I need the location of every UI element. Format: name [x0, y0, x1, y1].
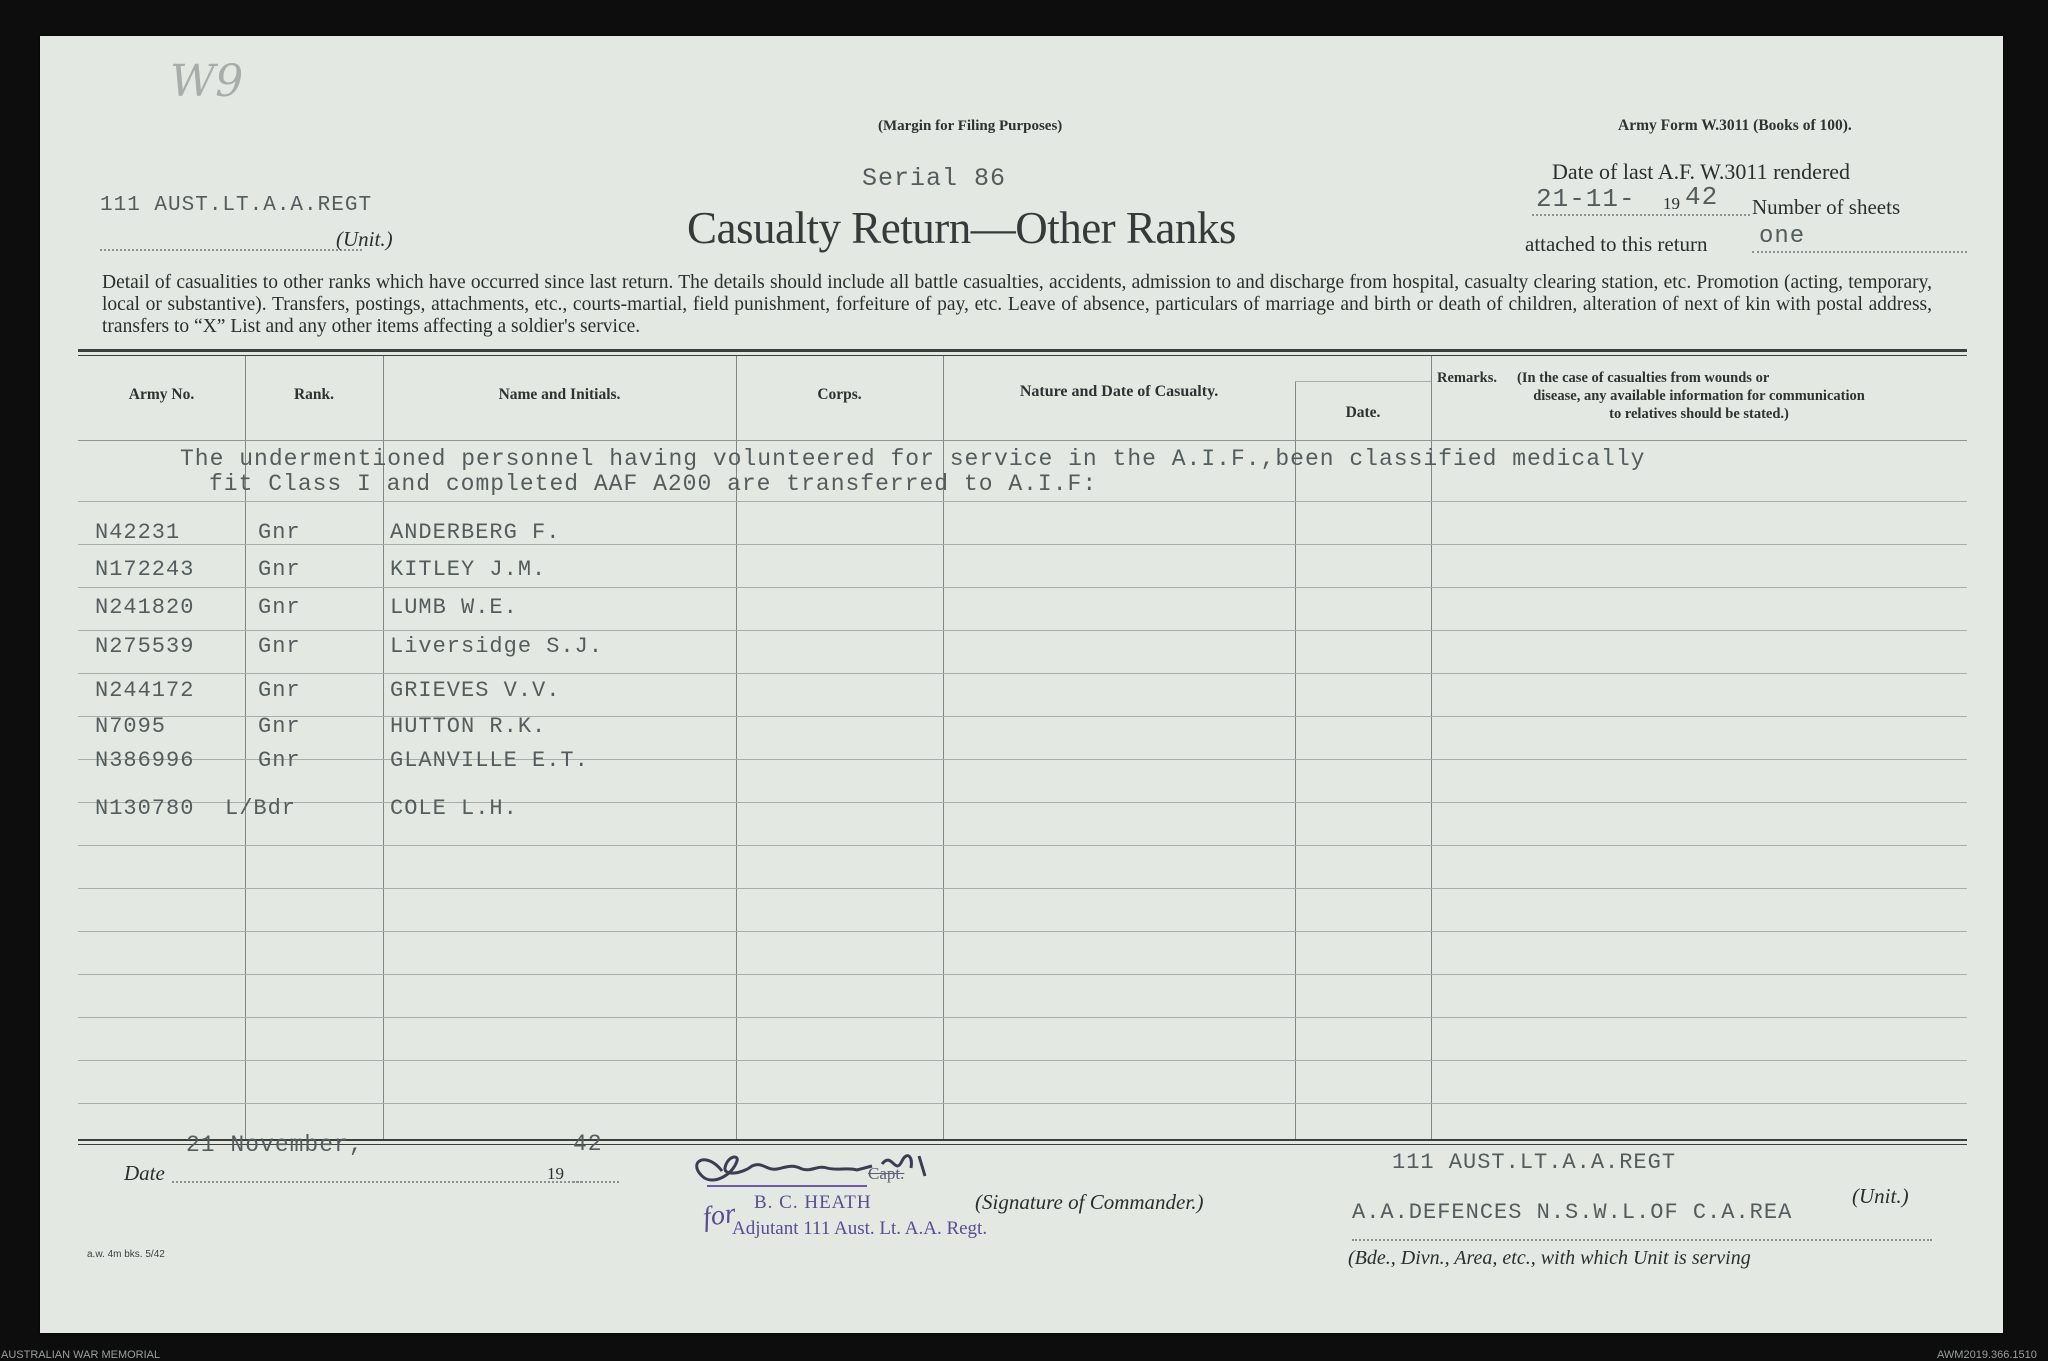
header-remarks-note-2: disease, any available information for communication — [1533, 388, 1865, 404]
name-cell: KITLEY J.M. — [390, 557, 547, 582]
army-no-cell: N130780 — [95, 796, 195, 821]
header-date: Date. — [1345, 404, 1381, 421]
footer-unit-label: (Unit.) — [1852, 1184, 1909, 1208]
army-no-cell: N275539 — [95, 634, 195, 659]
page-title: Casualty Return—Other Ranks — [687, 203, 1236, 253]
stamp-title: Adjutant 111 Aust. Lt. A.A. Regt. — [732, 1218, 988, 1239]
last-rendered-value: 21-11- — [1536, 184, 1636, 214]
notice-line-2: fit Class I and completed AAF A200 are transferred to A.I.F: — [209, 471, 1098, 497]
unit-dotline — [100, 249, 362, 251]
army-no-cell: N42231 — [95, 520, 181, 545]
signature-label: (Signature of Commander.) — [975, 1190, 1204, 1214]
name-cell: ANDERBERG F. — [390, 520, 561, 545]
footer-year-dotline — [568, 1181, 619, 1183]
header-corps: Corps. — [817, 386, 862, 403]
footer-year-prefix: 19 — [547, 1164, 564, 1183]
army-no-cell: N172243 — [95, 557, 195, 582]
notice-line-1: The undermentioned personnel having volunteered for service in the A.I.F.,been classified medically — [180, 446, 1646, 472]
row-rule — [78, 501, 1967, 502]
sheets-value: one — [1759, 223, 1806, 250]
serial-number: Serial 86 — [862, 164, 1007, 193]
name-cell: GRIEVES V.V. — [390, 678, 561, 703]
sheets-dotline — [1752, 251, 1967, 253]
footer-date-dotline — [172, 1181, 582, 1183]
row-rule — [78, 1017, 1967, 1018]
row-rule — [78, 1103, 1967, 1104]
name-cell: LUMB W.E. — [390, 595, 518, 620]
last-rendered-label: Date of last A.F. W.3011 rendered — [1552, 159, 1851, 184]
row-rule — [78, 630, 1967, 631]
row-rule — [78, 845, 1967, 846]
army-no-cell: N244172 — [95, 678, 195, 703]
name-cell: GLANVILLE E.T. — [390, 748, 589, 773]
year-prefix: 19 — [1663, 194, 1680, 213]
margin-note: (Margin for Filing Purposes) — [878, 118, 1063, 134]
footer-year-value: 42 — [573, 1131, 603, 1157]
col-divider-5 — [1295, 381, 1296, 1140]
rank-cell: Gnr — [258, 595, 301, 620]
rank-cell: Gnr — [258, 520, 301, 545]
unit-value: 111 AUST.LT.A.A.REGT — [100, 194, 373, 217]
row-rule — [78, 1060, 1967, 1061]
rank-cell: Gnr — [258, 714, 301, 739]
archive-caption-left: AUSTRALIAN WAR MEMORIAL — [1, 1349, 161, 1361]
row-rule — [78, 802, 1967, 803]
date-subheader-rule — [1295, 381, 1431, 382]
row-rule — [78, 974, 1967, 975]
archive-caption-right: AWM2019.366.1510 — [1937, 1349, 2037, 1361]
last-rendered-year: 42 — [1685, 182, 1719, 212]
last-rendered-dotline — [1532, 214, 1750, 216]
col-divider-6 — [1431, 356, 1432, 1140]
name-cell: Liversidge S.J. — [390, 634, 604, 659]
footer-defences-value: A.A.DEFENCES N.S.W.L.OF C.A.REA — [1352, 1200, 1793, 1225]
print-code: a.w. 4m bks. 5/42 — [87, 1249, 165, 1260]
army-no-cell: N241820 — [95, 595, 195, 620]
row-rule — [78, 544, 1967, 545]
rank-cell: Gnr — [258, 557, 301, 582]
bde-label: (Bde., Divn., Area, etc., with which Unit is serving — [1348, 1247, 1751, 1269]
name-cell: COLE L.H. — [390, 796, 518, 821]
rank-cell: Gnr — [258, 678, 301, 703]
header-army-no: Army No. — [128, 386, 195, 403]
header-remarks-note-1: (In the case of casualties from wounds or — [1517, 370, 1770, 386]
rank-cell: Gnr — [258, 634, 301, 659]
rank-cell: L/Bdr — [225, 796, 297, 821]
footer-unit-value: 111 AUST.LT.A.A.REGT — [1392, 1150, 1677, 1175]
capt-label: Capt. — [868, 1164, 905, 1183]
row-rule — [78, 759, 1967, 760]
header-bottom-rule — [78, 440, 1967, 441]
army-no-cell: N386996 — [95, 748, 195, 773]
table-top-rule — [78, 349, 1967, 352]
row-rule — [78, 587, 1967, 588]
row-rule — [78, 673, 1967, 674]
row-rule — [78, 716, 1967, 717]
form-reference: Army Form W.3011 (Books of 100). — [1618, 117, 1852, 134]
footer-date-label: Date — [124, 1161, 165, 1185]
footer-date-value: 21 November, — [186, 1132, 364, 1158]
row-rule — [78, 888, 1967, 889]
sheets-label: Number of sheets — [1752, 195, 1901, 219]
army-no-cell: N7095 — [95, 714, 167, 739]
rank-cell: Gnr — [258, 748, 301, 773]
stamp-name: B. C. HEATH — [754, 1192, 872, 1213]
attached-label: attached to this return — [1525, 232, 1708, 256]
corner-pencil-mark: W9 — [170, 56, 244, 107]
footer-defences-dotline — [1352, 1239, 1932, 1241]
header-remarks-title: Remarks. — [1437, 370, 1498, 386]
form-sheet — [40, 36, 2003, 1333]
name-cell: HUTTON R.K. — [390, 714, 547, 739]
header-nature: Nature and Date of Casualty. — [1019, 383, 1219, 400]
stamp-per: for — [700, 1197, 738, 1234]
header-name: Name and Initials. — [498, 386, 621, 403]
row-rule — [78, 931, 1967, 932]
unit-label: (Unit.) — [336, 227, 393, 251]
table-top-rule-thin — [78, 355, 1967, 356]
header-rank: Rank. — [293, 386, 335, 403]
header-remarks-note-3: to relatives should be stated.) — [1609, 406, 1789, 422]
intro-paragraph: Detail of casualities to other ranks which have occurred since last return. The details should include all battle casualties, accidents, admission to and discharge from hospital, casualty clearing station, etc. Promotion (acting, temporary, local or substantive). Transfers, postings, attachments, etc., courts-martial, field punishment, forfeiture of pay, etc. Leave of absence, particulars of marriage and birth or death of children, alteration of next of kin with postal address, transfers to “X” List and any other items affecting a soldier's service. — [102, 272, 1932, 337]
